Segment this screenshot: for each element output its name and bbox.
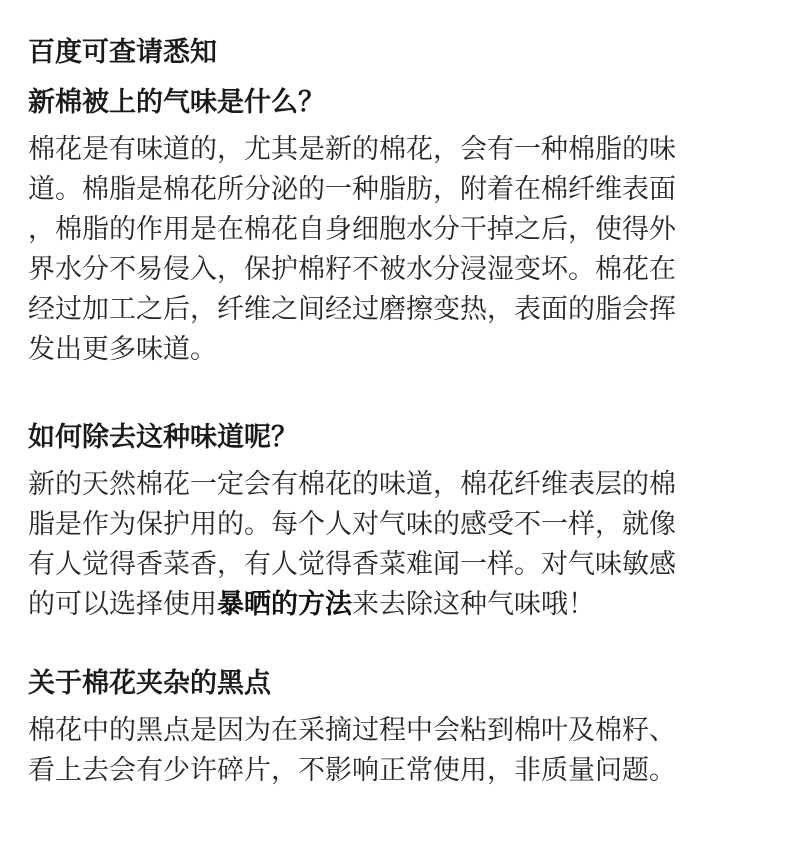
- section-heading-remove-smell: 如何除去这种味道呢？: [28, 422, 298, 453]
- section-heading-black-spots: 关于棉花夹杂的黑点: [28, 668, 271, 699]
- text-line: 棉花中的黑点是因为在采摘过程中会粘到棉叶及棉籽、: [28, 715, 676, 746]
- text-segment: 来去除这种气味哦！: [352, 589, 595, 620]
- text-line: 道。棉脂是棉花所分泌的一种脂肪，附着在棉纤维表面: [28, 174, 676, 205]
- section-heading-smell: 新棉被上的气味是什么？: [28, 87, 325, 118]
- text-line-with-emphasis: [28, 585, 778, 625]
- text-line: 脂是作为保护用的。每个人对气味的感受不一样，就像: [28, 509, 676, 540]
- text-line: 发出更多味道。: [28, 334, 217, 365]
- text-segment: 的可以选择使用: [28, 589, 217, 620]
- text-line: 棉花是有味道的，尤其是新的棉花，会有一种棉脂的味: [28, 134, 676, 165]
- section-body-remove-smell: [28, 465, 778, 625]
- emphasis-text: 暴晒的方法: [217, 589, 352, 620]
- text-line: ，棉脂的作用是在棉花自身细胞水分干掉之后，使得外: [28, 214, 676, 245]
- text-line: 新的天然棉花一定会有棉花的味道，棉花纤维表层的棉: [28, 469, 676, 500]
- text-line: 看上去会有少许碎片，不影响正常使用，非质量问题。: [28, 755, 676, 786]
- text-line: 界水分不易侵入，保护棉籽不被水分浸湿变坏。棉花在: [28, 254, 676, 285]
- text-line: 经过加工之后，纤维之间经过磨擦变热，表面的脂会挥: [28, 294, 676, 325]
- text-line: 有人觉得香菜香，有人觉得香菜难闻一样。对气味敏感: [28, 549, 676, 580]
- section-body-black-spots: [28, 711, 778, 791]
- section-body-smell: [28, 130, 778, 370]
- page-title: 百度可查请悉知: [28, 37, 217, 68]
